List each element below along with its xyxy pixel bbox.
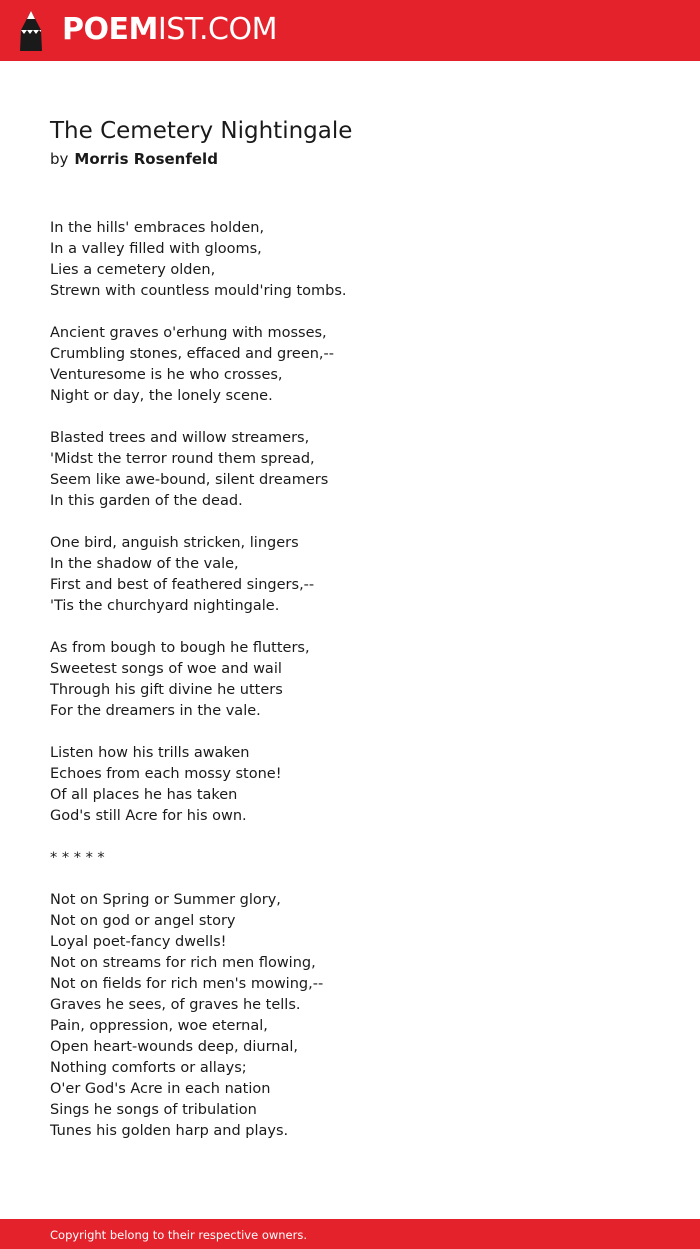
- poem-line: O'er God's Acre in each nation: [50, 1081, 271, 1097]
- poem-line: 'Midst the terror round them spread,: [50, 451, 315, 467]
- poem-stanza: [50, 323, 347, 407]
- poem-line: Crumbling stones, effaced and green,--: [50, 346, 335, 362]
- pencil-icon[interactable]: [18, 10, 44, 52]
- brand-bold-text: POEM: [62, 12, 158, 47]
- poem-line: Blasted trees and willow streamers,: [50, 430, 310, 446]
- poem-line: Not on Spring or Summer glory,: [50, 892, 281, 908]
- poem-line: In the hills' embraces holden,: [50, 220, 265, 236]
- poem-line: Nothing comforts or allays;: [50, 1060, 247, 1076]
- poem-body: [50, 218, 347, 1163]
- poem-line: Through his gift divine he utters: [50, 682, 283, 698]
- site-header: [0, 0, 700, 61]
- poem-line: Open heart-wounds deep, diurnal,: [50, 1039, 299, 1055]
- poem-line: As from bough to bough he flutters,: [50, 640, 310, 656]
- poem-line: Not on god or angel story: [50, 913, 236, 929]
- poem-line: Strewn with countless mould'ring tombs.: [50, 283, 347, 299]
- poem-line: Pain, oppression, woe eternal,: [50, 1018, 268, 1034]
- poem-stanza: [50, 533, 347, 617]
- poem-line: First and best of feathered singers,--: [50, 577, 315, 593]
- poem-line: Ancient graves o'erhung with mosses,: [50, 325, 327, 341]
- poem-line: Of all places he has taken: [50, 787, 238, 803]
- poem-line: Not on fields for rich men's mowing,--: [50, 976, 324, 992]
- poem-line: Sings he songs of tribulation: [50, 1102, 257, 1118]
- poem-title: The Cemetery Nightingale: [50, 118, 353, 144]
- copyright-text: Copyright belong to their respective owners.: [50, 1228, 308, 1242]
- site-logo-text[interactable]: [62, 11, 277, 49]
- poem-line: One bird, anguish stricken, lingers: [50, 535, 299, 551]
- poem-line: 'Tis the churchyard nightingale.: [50, 598, 280, 614]
- poem-line: Night or day, the lonely scene.: [50, 388, 273, 404]
- poem-line: God's still Acre for his own.: [50, 808, 247, 824]
- poem-line: In this garden of the dead.: [50, 493, 243, 509]
- section-divider: [50, 848, 347, 869]
- poem-byline: [50, 147, 218, 171]
- poem-line: Lies a cemetery olden,: [50, 262, 216, 278]
- poem-stanza: [50, 638, 347, 722]
- poem-line: Seem like awe-bound, silent dreamers: [50, 472, 329, 488]
- by-label: by: [50, 150, 69, 168]
- poem-line: Tunes his golden harp and plays.: [50, 1123, 289, 1139]
- poem-stanza: [50, 218, 347, 302]
- poem-line: Echoes from each mossy stone!: [50, 766, 282, 782]
- poem-line: Venturesome is he who crosses,: [50, 367, 283, 383]
- site-footer: [0, 1219, 700, 1249]
- poem-line: In a valley filled with glooms,: [50, 241, 262, 257]
- poem-line: * * * * *: [50, 850, 105, 866]
- poem-stanza: [50, 743, 347, 827]
- poem-line: Sweetest songs of woe and wail: [50, 661, 282, 677]
- poem-stanza: [50, 428, 347, 512]
- poem-stanza: [50, 890, 347, 1142]
- poem-line: In the shadow of the vale,: [50, 556, 239, 572]
- brand-light-text: IST.COM: [157, 12, 277, 47]
- author-name[interactable]: Morris Rosenfeld: [74, 150, 218, 168]
- poem-line: Graves he sees, of graves he tells.: [50, 997, 301, 1013]
- poem-line: Loyal poet-fancy dwells!: [50, 934, 227, 950]
- poem-line: Listen how his trills awaken: [50, 745, 250, 761]
- poem-line: For the dreamers in the vale.: [50, 703, 261, 719]
- poem-line: Not on streams for rich men flowing,: [50, 955, 316, 971]
